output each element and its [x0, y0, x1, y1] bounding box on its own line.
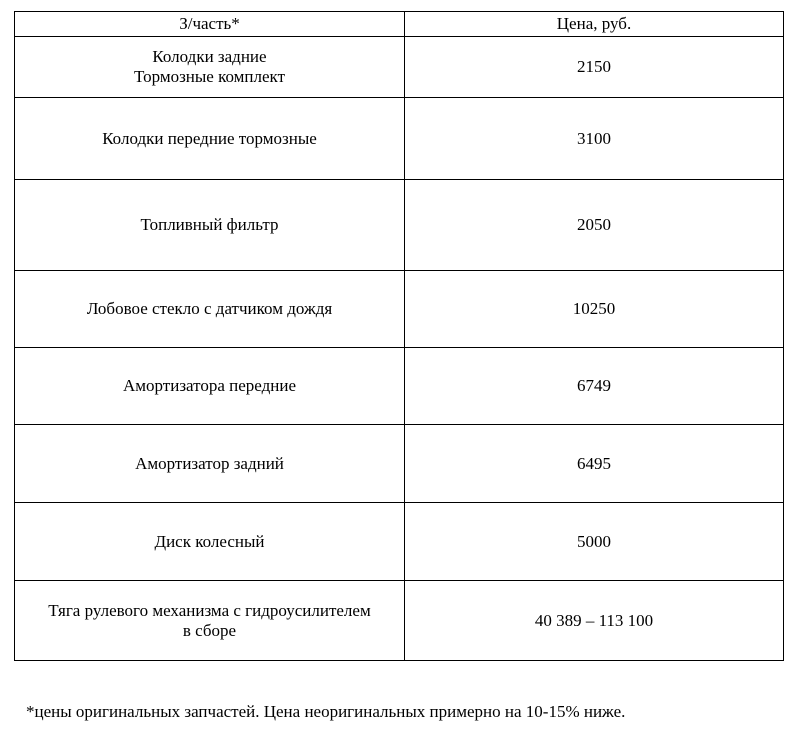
- price-cell: 10250: [405, 271, 784, 348]
- price-cell: 2050: [405, 180, 784, 271]
- price-cell: 6749: [405, 348, 784, 425]
- part-name-cell: [15, 271, 405, 348]
- table-row: [15, 348, 784, 425]
- table-row: [15, 180, 784, 271]
- part-name-line: Тяга рулевого механизма с гидроусилителем: [48, 600, 371, 620]
- part-name-line: Тормозные комплект: [133, 67, 286, 86]
- part-name-line: Лобовое стекло с датчиком дождя: [86, 299, 333, 318]
- part-name-cell: [15, 581, 405, 661]
- part-name-line: Колодки передние тормозные: [102, 128, 317, 148]
- part-name-cell: [15, 180, 405, 271]
- table-row: [15, 98, 784, 180]
- header-part: З/часть*: [15, 12, 405, 37]
- part-name-line: Амортизатора передние: [122, 376, 296, 395]
- part-name-line: Колодки задние: [152, 47, 267, 66]
- header-price: Цена, руб.: [405, 12, 784, 37]
- footnote: *цены оригинальных запчастей. Цена неоригинальных примерно на 10-15% ниже.: [26, 702, 626, 721]
- price-cell: 40 389 – 113 100: [405, 581, 784, 661]
- part-name-cell: [15, 98, 405, 180]
- table-row: [15, 581, 784, 661]
- price-cell: 3100: [405, 98, 784, 180]
- part-name-line: в сборе: [182, 620, 237, 640]
- table-row: [15, 503, 784, 581]
- price-cell: 5000: [405, 503, 784, 581]
- price-cell: 2150: [405, 37, 784, 98]
- price-cell: 6495: [405, 425, 784, 503]
- part-name-line: Амортизатор задний: [135, 453, 284, 473]
- parts-price-table: [14, 11, 784, 661]
- part-name-line: Диск колесный: [154, 531, 265, 551]
- table-row: [15, 425, 784, 503]
- table-header-row: [15, 12, 784, 37]
- part-name-cell: [15, 348, 405, 425]
- part-name-cell: [15, 37, 405, 98]
- table-row: [15, 271, 784, 348]
- part-name-cell: [15, 425, 405, 503]
- part-name-cell: [15, 503, 405, 581]
- part-name-line: Топливный фильтр: [140, 215, 279, 234]
- table-row: [15, 37, 784, 98]
